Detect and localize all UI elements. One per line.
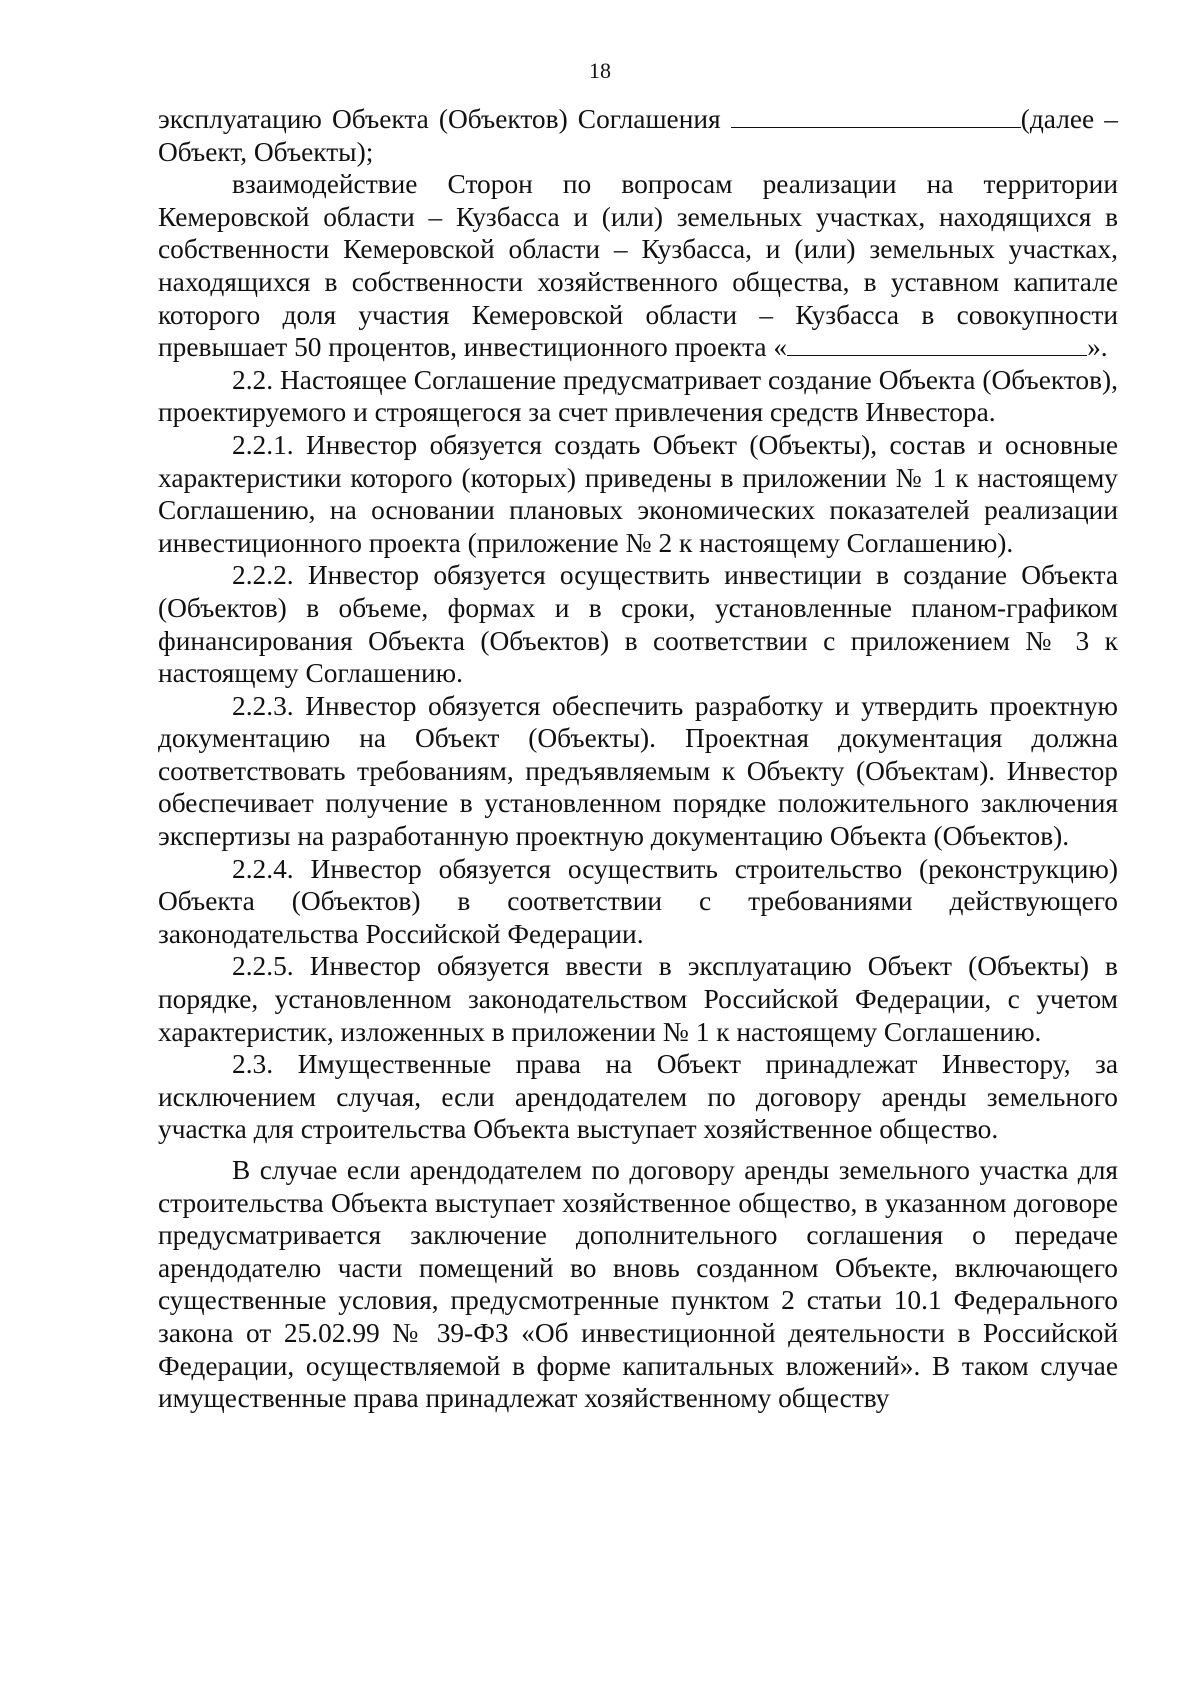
paragraph-2-2-4: 2.2.4. Инвестор обязуется осуществить строительство (реконструкцию) Объекта (Объектов) в соответствии с требованиями действующего законодательства Российской Федерации. [158, 853, 1118, 949]
paragraph-text: взаимодействие Сторон по вопросам реализации на территории Кемеровской области – Кузбасса и (или) земельных участках, находящихся в собственности Кемеровской области – Кузбасса, и (или) земельных участках, находящихся в собственности хозяйственного общества, в уставном капитале которого доля участия Кемеровской области – Кузбасса в совокупности превышает 50 процентов, инвестиционного проекта « [158, 169, 1118, 363]
paragraph-text: эксплуатацию Объекта (Объектов) Соглашения [158, 104, 731, 134]
page-number: 18 [589, 58, 611, 83]
blank-field-project-name [787, 331, 1087, 356]
paragraph-2-2-5: 2.2.5. Инвестор обязуется ввести в эксплуатацию Объект (Объекты) в порядке, установленном законодательством Российской Федерации, с учетом характеристик, изложенных в приложении № 1 к настоящему Соглашению. [158, 951, 1118, 1047]
document-body [158, 103, 1118, 1415]
paragraph-exploitation [158, 103, 1118, 168]
paragraph-interaction [158, 168, 1118, 364]
paragraph-2-2: 2.2. Настоящее Соглашение предусматривает создание Объекта (Объектов), проектируемого и строящегося за счет привлечения средств Инвестора. [158, 364, 1118, 428]
paragraph-2-2-3: 2.2.3. Инвестор обязуется обеспечить разработку и утвердить проектную документацию на Объект (Объекты). Проектная документация должна соответствовать требованиям, предъявляемым к Объекту (Объектам). Инвестор обеспечивает получение в установленном порядке положительного заключения экспертизы на разработанную проектную документацию Объекта (Объектов). [158, 690, 1118, 852]
paragraph-text: ». [1087, 332, 1108, 363]
paragraph-2-2-1: 2.2.1. Инвестор обязуется создать Объект (Объекты), состав и основные характеристики которого (которых) приведены в приложении № 1 к настоящему Соглашению, на основании плановых экономических показателей реализации инвестиционного проекта (приложение № 2 к настоящему Соглашению). [158, 429, 1118, 558]
paragraph-lessor-case: В случае если арендодателем по договору аренды земельного участка для строительства Объекта выступает хозяйственное общество, в указанном договоре предусматривается заключение дополнительного соглашения о передаче арендодателю части помещений во вновь созданном Объекте, включающего существенные условия, предусмотренные пунктом 2 статьи 10.1 Федерального закона от 25.02.99 № 39-ФЗ «Об инвестиционной деятельности в Российской Федерации, осуществляемой в форме капитальных вложений». В таком случае имущественные права принадлежат хозяйственному обществу [158, 1155, 1118, 1414]
paragraph-2-3: 2.3. Имущественные права на Объект принадлежат Инвестору, за исключением случая, если арендодателем по договору аренды земельного участка для строительства Объекта выступает хозяйственное общество. [158, 1049, 1118, 1145]
blank-field-object-name [731, 103, 1021, 128]
paragraph-2-2-2: 2.2.2. Инвестор обязуется осуществить инвестиции в создание Объекта (Объектов) в объеме, формах и в сроки, установленные планом-графиком финансирования Объекта (Объектов) в соответствии с приложением № 3 к настоящему Соглашению. [158, 560, 1118, 689]
paragraph-text: (далее – Объект, Объекты); [158, 104, 1118, 167]
